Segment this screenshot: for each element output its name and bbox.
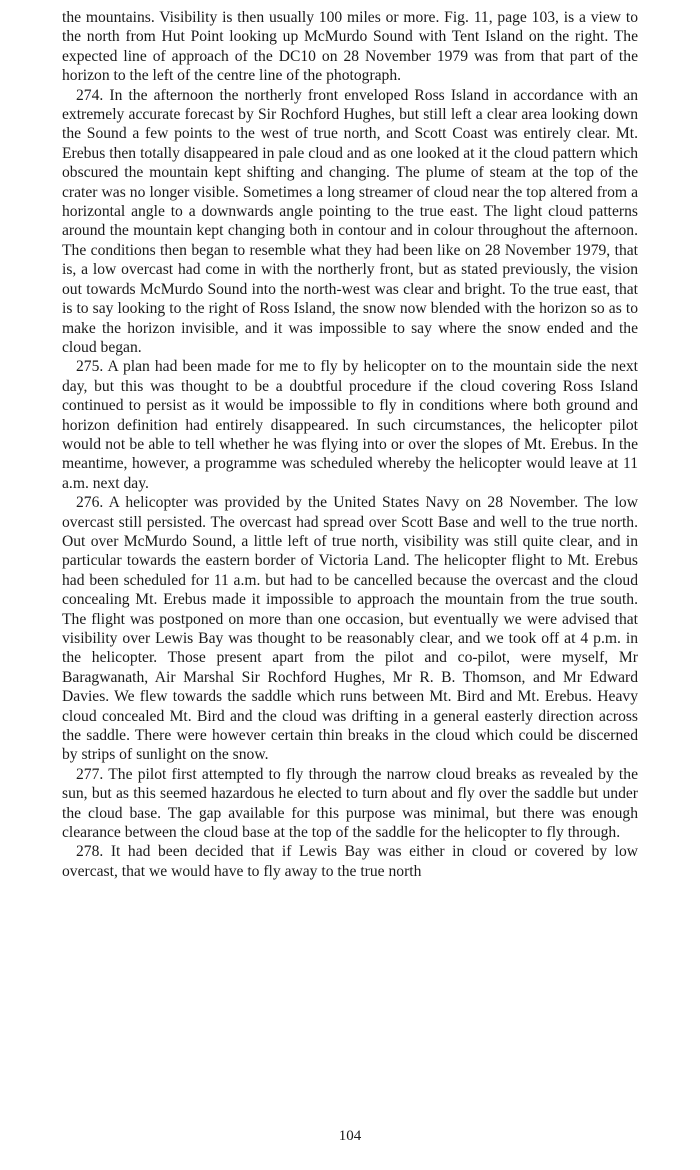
- paragraph-277: 277. The pilot first attempted to fly through the narrow cloud breaks as revealed by the sun, but as this seemed hazardous he elected to turn about and fly over the saddle but under the cloud base. The gap available for this purpose was minimal, but there was enough clearance between the cloud base at the top of the saddle for the helicopter to fly through.: [62, 765, 638, 842]
- paragraph-275: 275. A plan had been made for me to fly by helicopter on to the mountain side the next day, but this was thought to be a doubtful procedure if the cloud covering Ross Island continued to persist as it would be impossible to fly in conditions where both ground and horizon definition had entirely disappeared. In such circumstances, the helicopter pilot would not be able to tell whether he was flying into or over the slopes of Mt. Erebus. In the meantime, however, a programme was scheduled whereby the helicopter would leave at 11 a.m. next day.: [62, 358, 638, 492]
- document-page: [62, 8, 638, 881]
- page-number: 104: [338, 1128, 362, 1144]
- paragraph-274: 274. In the afternoon the northerly front enveloped Ross Island in accordance with an extremely accurate forecast by Sir Rochford Hughes, but still left a clear area looking down the Sound a few points to the west of true north, and Scott Coast was entirely clear. Mt. Erebus then totally disappeared in pale cloud and as one looked at it the cloud pattern which obscured the mountain kept shifting and changing. The plume of steam at the top of the crater was no longer visible. Sometimes a long streamer of cloud near the top altered from a horizontal angle to a downwards angle pointing to the true east. The light cloud patterns around the mountain kept changing both in contour and in colour throughout the afternoon. The conditions then began to resemble what they had been like on 28 November 1979, that is, a low overcast had come in with the northerly front, but as stated previously, the vision out towards McMurdo Sound into the north-west was clear and bright. To the true east, that is to say looking to the right of Ross Island, the snow now blended with the horizon so as to make the horizon invisible, and it was impossible to say where the snow ended and the cloud began.: [62, 86, 638, 356]
- paragraph-276: 276. A helicopter was provided by the United States Navy on 28 November. The low overcast still persisted. The overcast had spread over Scott Base and well to the true north. Out over McMurdo Sound, a little left of true north, visibility was still quite clear, and in particular towards the eastern border of Victoria Land. The helicopter flight to Mt. Erebus had been scheduled for 11 a.m. but had to be cancelled because the overcast and the cloud concealing Mt. Erebus made it impossible to approach the mountain from the true south. The flight was postponed on more than one occasion, but eventually we were advised that visibility over Lewis Bay was thought to be reasonably clear, and we took off at 4 p.m. in the helicopter. Those present apart from the pilot and co-pilot, were myself, Mr Baragwanath, Air Marshal Sir Rochford Hughes, Mr R. B. Thomson, and Mr Edward Davies. We flew towards the saddle which runs between Mt. Bird and Mt. Erebus. Heavy cloud concealed Mt. Bird and the cloud was drifting in a general easterly direction across the saddle. There were however certain thin breaks in the cloud which could be discerned by strips of sunlight on the snow.: [62, 494, 638, 764]
- paragraph-continuation: the mountains. Visibility is then usually 100 miles or more. Fig. 11, page 103, is a view to the north from Hut Point looking up McMurdo Sound with Tent Island on the right. The expected line of approach of the DC10 on 28 November 1979 was from that part of the horizon to the left of the centre line of the photograph.: [62, 9, 638, 85]
- paragraph-278: 278. It had been decided that if Lewis Bay was either in cloud or covered by low overcast, that we would have to fly away to the true north: [62, 843, 638, 880]
